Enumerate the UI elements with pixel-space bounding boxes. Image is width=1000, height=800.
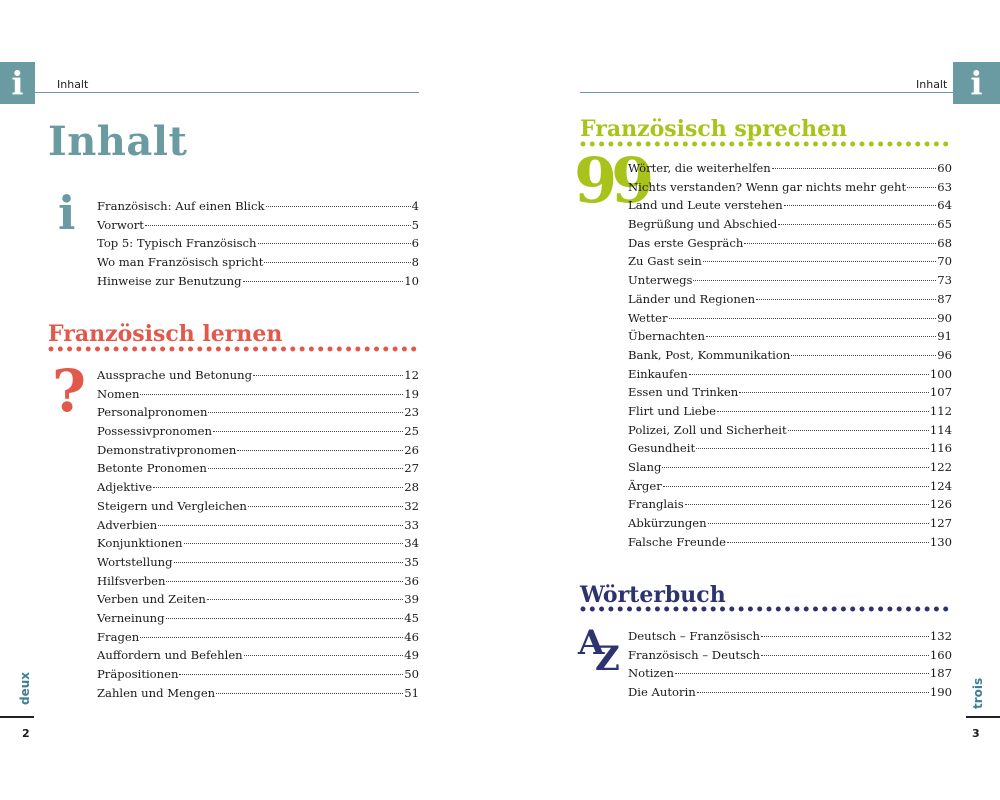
toc-entry-page: 73	[937, 273, 952, 288]
toc-entry[interactable]	[628, 348, 952, 367]
quote-marks-icon: 99	[574, 144, 649, 217]
dot-leader	[708, 523, 929, 524]
question-mark-icon: ?	[52, 357, 86, 425]
section-title-sprechen: Französisch sprechen	[580, 116, 848, 142]
toc-entry-page: 39	[404, 592, 419, 607]
toc-entry-title: Vorwort	[97, 217, 144, 232]
toc-entry-title: Das erste Gespräch	[628, 235, 744, 250]
toc-entry-title: Fragen	[97, 629, 140, 644]
toc-entry[interactable]	[97, 518, 419, 537]
toc-entry-title: Ärger	[628, 478, 662, 493]
toc-entry[interactable]	[97, 255, 419, 274]
dot-leader	[213, 431, 403, 432]
toc-entry[interactable]	[628, 180, 952, 199]
toc-entry-title: Adverbien	[97, 517, 158, 532]
toc-entry-title: Konjunktionen	[97, 536, 183, 551]
dot-leader	[244, 655, 404, 656]
dot-leader	[174, 562, 404, 563]
dot-leader	[703, 261, 937, 262]
dot-leader	[207, 599, 403, 600]
dot-leader	[756, 299, 936, 300]
dot-leader	[778, 224, 936, 225]
toc-entry-page: 10	[404, 273, 419, 288]
toc-entry-page: 87	[937, 291, 952, 306]
section-title-woerterbuch: Wörterbuch	[580, 582, 726, 608]
dot-leader	[791, 355, 936, 356]
toc-entry-title: Adjektive	[97, 480, 153, 495]
toc-entry-title: Betonte Pronomen	[97, 461, 207, 476]
section-dots-lernen	[48, 346, 422, 352]
page-side-word: trois	[971, 677, 985, 709]
toc-entry[interactable]	[628, 479, 952, 498]
toc-entry[interactable]	[97, 667, 419, 686]
toc-entry-page: 63	[937, 179, 952, 194]
dot-leader	[693, 280, 936, 281]
toc-entry-title: Wo man Französisch spricht	[97, 255, 264, 270]
toc-entry[interactable]	[628, 236, 952, 255]
dot-leader	[145, 225, 411, 226]
dot-leader	[216, 693, 403, 694]
toc-entry-page: 28	[404, 480, 419, 495]
toc-entry[interactable]	[97, 199, 419, 218]
dot-leader	[697, 692, 929, 693]
toc-entry[interactable]	[628, 311, 952, 330]
toc-entry-title: Top 5: Typisch Französisch	[97, 236, 257, 251]
toc-entry-page: 160	[929, 647, 952, 662]
dot-leader	[208, 412, 403, 413]
toc-intro-list	[97, 199, 419, 292]
dot-leader	[158, 525, 403, 526]
footer-rule	[0, 716, 34, 718]
toc-entry-title: Deutsch – Französisch	[628, 629, 760, 643]
toc-entry-page: 6	[411, 236, 419, 251]
dot-leader	[153, 487, 403, 488]
toc-entry-title: Zahlen und Mengen	[97, 685, 216, 700]
toc-entry-title: Notizen	[628, 666, 674, 681]
toc-entry-title: Slang	[628, 460, 662, 474]
toc-entry-page: 187	[929, 666, 952, 681]
letter-a-icon: A	[578, 623, 605, 663]
footer-rule	[966, 716, 1000, 718]
toc-entry-page: 46	[404, 629, 419, 644]
dot-leader	[772, 168, 937, 169]
toc-entry-page: 112	[929, 403, 952, 418]
toc-entry-title: Abkürzungen	[628, 516, 707, 531]
toc-entry-title: Nichts verstanden? Wenn gar nichts mehr geht	[628, 179, 907, 194]
info-icon: i	[58, 186, 76, 240]
toc-entry[interactable]	[97, 274, 419, 293]
toc-entry-title: Verneinung	[97, 610, 165, 625]
toc-entry[interactable]	[97, 443, 419, 462]
toc-entry-page: 25	[404, 424, 419, 439]
dot-leader	[166, 618, 404, 619]
dot-leader	[208, 468, 403, 469]
toc-entry[interactable]	[628, 666, 952, 685]
dot-leader	[761, 655, 929, 656]
toc-entry[interactable]	[628, 273, 952, 292]
toc-entry-title: Französisch: Auf einen Blick	[97, 199, 265, 213]
toc-entry-page: 5	[411, 217, 419, 232]
dot-leader	[184, 543, 404, 544]
toc-entry-title: Gesundheit	[628, 441, 696, 456]
toc-entry[interactable]	[97, 218, 419, 237]
toc-entry[interactable]	[97, 368, 419, 387]
page-title: Inhalt	[48, 118, 188, 165]
toc-entry-title: Auffordern und Befehlen	[97, 648, 243, 663]
toc-entry-page: 45	[404, 610, 419, 625]
toc-entry-page: 64	[937, 198, 952, 213]
dot-leader	[761, 636, 929, 637]
toc-entry-page: 127	[929, 516, 952, 531]
toc-entry-page: 8	[411, 255, 419, 270]
toc-entry-page: 27	[404, 461, 419, 476]
toc-entry[interactable]	[97, 480, 419, 499]
toc-entry-page: 96	[937, 347, 952, 362]
toc-entry[interactable]	[628, 685, 952, 704]
toc-entry-title: Begrüßung und Abschied	[628, 217, 778, 232]
dot-leader	[243, 281, 404, 282]
toc-entry[interactable]	[97, 630, 419, 649]
toc-entry[interactable]	[628, 648, 952, 667]
toc-entry-page: 100	[929, 366, 952, 381]
toc-entry-title: Unterwegs	[628, 273, 693, 288]
dot-leader	[685, 504, 929, 505]
toc-entry-page: 4	[411, 199, 419, 213]
toc-entry[interactable]	[97, 555, 419, 574]
toc-entry-page: 90	[937, 310, 952, 325]
toc-entry-page: 91	[937, 329, 952, 344]
toc-entry-page: 49	[404, 648, 419, 663]
toc-entry-title: Falsche Freunde	[628, 534, 726, 549]
toc-entry-title: Possessivpronomen	[97, 424, 212, 439]
toc-entry[interactable]	[97, 499, 419, 518]
dot-leader	[258, 243, 411, 244]
toc-entry[interactable]	[628, 329, 952, 348]
dot-leader	[717, 411, 929, 412]
toc-entry-title: Aussprache und Betonung	[97, 368, 253, 382]
toc-entry[interactable]	[628, 367, 952, 386]
dot-leader	[237, 450, 403, 451]
toc-entry[interactable]	[97, 648, 419, 667]
toc-entry-page: 60	[937, 161, 952, 175]
toc-entry-page: 122	[929, 460, 952, 474]
toc-entry[interactable]	[97, 461, 419, 480]
dot-leader	[140, 637, 403, 638]
toc-lernen-list	[97, 368, 419, 704]
toc-entry[interactable]	[97, 611, 419, 630]
toc-entry[interactable]	[628, 423, 952, 442]
info-icon: i	[0, 62, 35, 104]
dot-leader	[706, 336, 936, 337]
toc-entry-title: Französisch – Deutsch	[628, 647, 760, 662]
toc-entry-title: Wörter, die weiterhelfen	[628, 161, 771, 175]
dot-leader	[264, 262, 410, 263]
toc-entry-page: 19	[404, 386, 419, 401]
toc-entry[interactable]	[628, 497, 952, 516]
toc-entry-title: Verben und Zeiten	[97, 592, 206, 607]
dot-leader	[253, 375, 403, 376]
section-dots-woerterbuch	[580, 606, 954, 612]
toc-entry[interactable]	[628, 516, 952, 535]
toc-entry-title: Die Autorin	[628, 685, 696, 700]
page-number: 2	[22, 727, 30, 740]
toc-woerterbuch-list	[628, 629, 952, 704]
section-title-lernen: Französisch lernen	[48, 321, 283, 347]
toc-entry[interactable]	[628, 161, 952, 180]
toc-entry[interactable]	[628, 198, 952, 217]
toc-entry-title: Nomen	[97, 386, 140, 401]
toc-entry-page: 35	[404, 554, 419, 569]
toc-entry-page: 36	[404, 573, 419, 588]
toc-entry-page: 26	[404, 442, 419, 457]
dot-leader	[179, 674, 403, 675]
toc-entry[interactable]	[97, 387, 419, 406]
toc-entry-title: Flirt und Liebe	[628, 403, 716, 418]
toc-entry-page: 114	[929, 422, 952, 437]
toc-entry-page: 68	[937, 235, 952, 250]
toc-entry-title: Franglais	[628, 497, 684, 512]
dot-leader	[663, 486, 929, 487]
page-side-word: deux	[18, 671, 32, 705]
page-number: 3	[972, 727, 980, 740]
toc-entry-title: Übernachten	[628, 329, 705, 344]
letter-z-icon: Z	[595, 639, 620, 679]
toc-entry-title: Einkaufen	[628, 366, 688, 381]
toc-entry-page: 130	[929, 534, 952, 549]
toc-entry-title: Wortstellung	[97, 554, 173, 569]
dot-leader	[166, 581, 403, 582]
toc-entry[interactable]	[97, 236, 419, 255]
toc-entry-page: 70	[937, 254, 952, 269]
toc-entry-title: Präpositionen	[97, 667, 179, 681]
dot-leader	[907, 187, 936, 188]
toc-entry-page: 124	[929, 478, 952, 493]
toc-entry-page: 190	[929, 685, 952, 700]
toc-entry[interactable]	[97, 686, 419, 705]
toc-entry-page: 32	[404, 498, 419, 513]
toc-entry[interactable]	[97, 592, 419, 611]
toc-entry[interactable]	[628, 460, 952, 479]
toc-entry-page: 34	[404, 536, 419, 551]
dot-leader	[248, 506, 403, 507]
toc-entry-title: Polizei, Zoll und Sicherheit	[628, 422, 787, 437]
toc-entry-page: 107	[929, 385, 952, 400]
toc-entry-title: Land und Leute verstehen	[628, 198, 783, 213]
toc-sprechen-list	[628, 161, 952, 553]
toc-entry-page: 65	[937, 217, 952, 232]
dot-leader	[696, 448, 929, 449]
toc-entry-title: Bank, Post, Kommunikation	[628, 347, 791, 362]
toc-entry[interactable]	[628, 404, 952, 423]
dot-leader	[689, 374, 929, 375]
toc-entry-page: 23	[404, 405, 419, 420]
dot-leader	[727, 542, 929, 543]
toc-entry-page: 51	[404, 685, 419, 700]
toc-entry-title: Länder und Regionen	[628, 291, 756, 306]
toc-entry-page: 50	[404, 667, 419, 681]
toc-entry-title: Hilfsverben	[97, 573, 166, 588]
toc-entry[interactable]	[628, 385, 952, 404]
toc-entry[interactable]	[628, 629, 952, 648]
a-z-icon	[578, 623, 622, 679]
toc-entry[interactable]	[628, 441, 952, 460]
running-header: Inhalt	[916, 78, 948, 91]
header-rule	[580, 92, 954, 93]
dot-leader	[739, 392, 929, 393]
toc-entry[interactable]	[628, 217, 952, 236]
dot-leader	[669, 318, 937, 319]
toc-entry-title: Demonstrativpronomen	[97, 442, 237, 457]
toc-entry-title: Essen und Trinken	[628, 385, 739, 400]
toc-entry-page: 12	[404, 368, 419, 382]
toc-entry[interactable]	[628, 535, 952, 554]
toc-entry-title: Wetter	[628, 310, 668, 325]
dot-leader	[784, 205, 937, 206]
toc-entry-page: 126	[929, 497, 952, 512]
toc-entry-title: Personalpronomen	[97, 405, 208, 420]
toc-entry[interactable]	[628, 254, 952, 273]
dot-leader	[662, 467, 928, 468]
dot-leader	[266, 206, 411, 207]
dot-leader	[675, 673, 929, 674]
toc-entry-title: Steigern und Vergleichen	[97, 498, 247, 513]
toc-entry-page: 116	[929, 441, 952, 456]
toc-entry[interactable]	[97, 424, 419, 443]
toc-entry[interactable]	[97, 574, 419, 593]
dot-leader	[788, 430, 929, 431]
toc-entry-title: Zu Gast sein	[628, 254, 702, 269]
dot-leader	[744, 243, 936, 244]
right-page	[500, 0, 1000, 800]
toc-entry[interactable]	[97, 405, 419, 424]
toc-entry-title: Hinweise zur Benutzung	[97, 273, 242, 288]
toc-entry[interactable]	[628, 292, 952, 311]
header-rule	[35, 92, 419, 93]
info-icon: i	[953, 62, 1000, 104]
toc-entry-page: 132	[929, 629, 952, 643]
toc-entry-page: 33	[404, 517, 419, 532]
dot-leader	[140, 394, 403, 395]
toc-entry[interactable]	[97, 536, 419, 555]
running-header: Inhalt	[57, 78, 89, 91]
